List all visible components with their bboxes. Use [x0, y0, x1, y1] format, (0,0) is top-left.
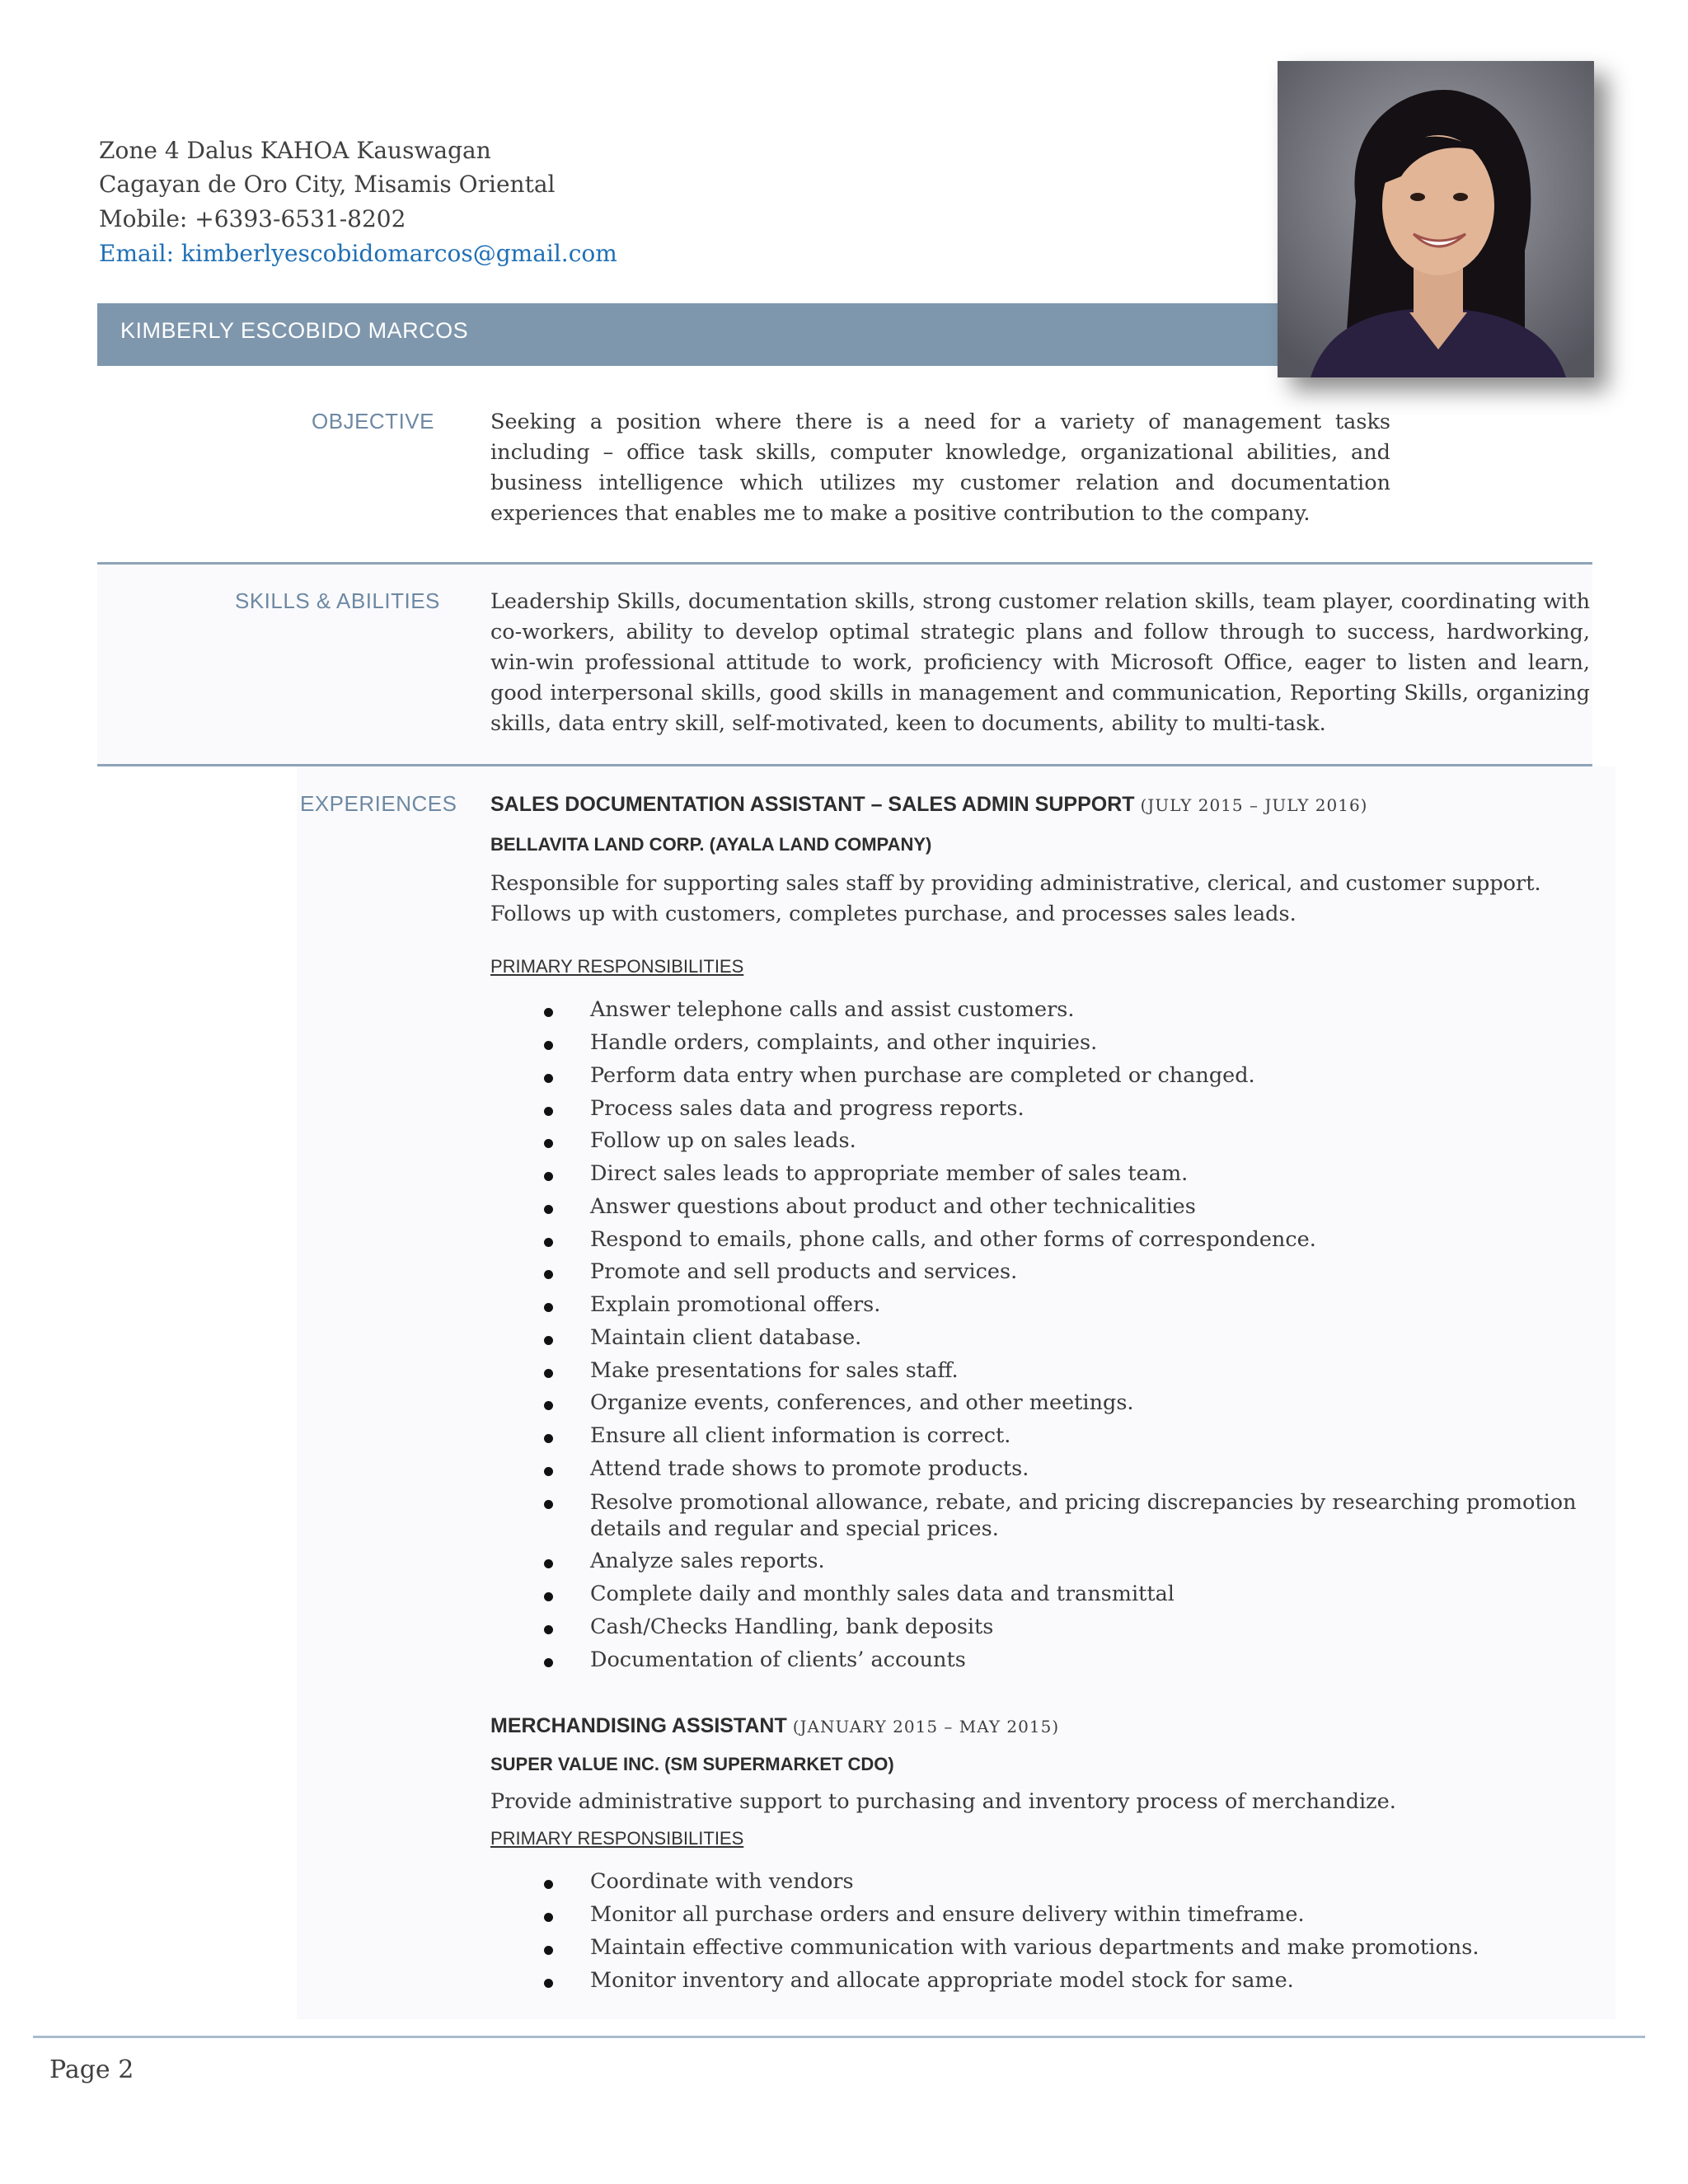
- bullet-icon: [544, 1074, 553, 1083]
- job-dates: (JANUARY 2015 – MAY 2015): [792, 1717, 1060, 1736]
- bullet-icon: [544, 1303, 553, 1312]
- experiences-heading: EXPERIENCES: [300, 791, 457, 816]
- list-item: Handle orders, complaints, and other inquiries.: [544, 1030, 1582, 1063]
- list-item: Follow up on sales leads.: [544, 1128, 1582, 1161]
- bullet-icon: [544, 1008, 553, 1017]
- mobile-number: Mobile: +6393-6531-8202: [99, 205, 406, 232]
- bullet-icon: [544, 1658, 553, 1667]
- bullet-icon: [544, 1172, 553, 1181]
- job-summary: Provide administrative support to purchasing and inventory process of merchandize.: [490, 1789, 1396, 1814]
- company-name: SUPER VALUE INC. (SM SUPERMARKET CDO): [490, 1754, 894, 1774]
- bullet-icon: [544, 1434, 553, 1443]
- bullet-icon: [544, 1625, 553, 1634]
- objective-text: Seeking a position where there is a need for a variety of management tasks including – office task skills, computer knowledge, organizational abilities, and business intelligence which utilizes my customer relation and documentation experiences that enables me to make a positive contribution to the company.: [490, 410, 1390, 526]
- bullet-icon: [544, 1139, 553, 1148]
- bullet-icon: [544, 1880, 553, 1889]
- skills-heading: SKILLS & ABILITIES: [235, 588, 440, 613]
- list-item: Promote and sell products and services.: [544, 1259, 1582, 1292]
- list-item: Ensure all client information is correct.: [544, 1423, 1582, 1456]
- responsibilities-heading: PRIMARY RESPONSIBILITIES: [490, 1828, 744, 1849]
- profile-photo: [1278, 61, 1594, 377]
- portrait-image: [1278, 61, 1594, 377]
- footer-divider: [33, 2036, 1645, 2038]
- list-item: Attend trade shows to promote products.: [544, 1456, 1582, 1489]
- email-link[interactable]: Email: kimberlyescobidomarcos@gmail.com: [99, 240, 617, 267]
- bullet-icon: [544, 1401, 553, 1410]
- job-title-text: MERCHANDISING ASSISTANT: [490, 1714, 787, 1737]
- list-item: Maintain client database.: [544, 1325, 1582, 1358]
- job-summary: Responsible for supporting sales staff by providing administrative, clerical, and customer support. Follows up with customers, completes purchase, and processes sales leads.: [490, 871, 1541, 926]
- bullet-icon: [544, 1270, 553, 1279]
- list-item: Direct sales leads to appropriate member of sales team.: [544, 1161, 1582, 1194]
- responsibilities-heading: PRIMARY RESPONSIBILITIES: [490, 956, 744, 977]
- list-item: Resolve promotional allowance, rebate, and pricing discrepancies by researching promotion details and regular and special prices.: [544, 1489, 1582, 1549]
- bullet-icon: [544, 1559, 553, 1568]
- list-item: Monitor all purchase orders and ensure delivery within timeframe.: [544, 1902, 1582, 1935]
- list-item: Maintain effective communication with various departments and make promotions.: [544, 1935, 1582, 1968]
- list-item: Make presentations for sales staff.: [544, 1358, 1582, 1390]
- company-name: BELLAVITA LAND CORP. (AYALA LAND COMPANY): [490, 834, 932, 855]
- job-dates: (JULY 2015 – JULY 2016): [1140, 795, 1368, 815]
- candidate-name: KIMBERLY ESCOBIDO MARCOS: [120, 318, 469, 343]
- list-item: Perform data entry when purchase are completed or changed.: [544, 1063, 1582, 1096]
- bullet-icon: [544, 1369, 553, 1378]
- bullet-icon: [544, 1500, 553, 1509]
- list-item: Answer telephone calls and assist customers.: [544, 997, 1582, 1030]
- page-number: Page 2: [49, 2055, 134, 2084]
- bullet-icon: [544, 1205, 553, 1214]
- bullet-icon: [544, 1979, 553, 1988]
- objective-heading: OBJECTIVE: [312, 409, 434, 434]
- bullet-icon: [544, 1467, 553, 1476]
- list-item: Cash/Checks Handling, bank deposits: [544, 1615, 1582, 1647]
- bullet-icon: [544, 1107, 553, 1116]
- list-item: Analyze sales reports.: [544, 1549, 1582, 1582]
- job-title: [490, 793, 1367, 817]
- bullet-icon: [544, 1946, 553, 1955]
- list-item: Organize events, conferences, and other meetings.: [544, 1390, 1582, 1423]
- bullet-icon: [544, 1336, 553, 1345]
- bullet-icon: [544, 1592, 553, 1601]
- job-title-text: SALES DOCUMENTATION ASSISTANT – SALES ADMIN SUPPORT: [490, 793, 1135, 816]
- list-item: Answer questions about product and other technicalities: [544, 1194, 1582, 1227]
- skills-text: Leadership Skills, documentation skills, strong customer relation skills, team player, coordinating with co-workers, ability to develop optimal strategic plans and follow through to success, hardworking, win-win professional attitude to work, proficiency with Microsoft Office, eager to listen and learn, good interpersonal skills, good skills in management and communication, Reporting Skills, organizing skills, data entry skill, self-motivated, keen to documents, ability to multi-task.: [490, 589, 1590, 736]
- list-item: Explain promotional offers.: [544, 1292, 1582, 1325]
- list-item: Coordinate with vendors: [544, 1869, 1582, 1902]
- bullet-icon: [544, 1041, 553, 1050]
- list-item: Complete daily and monthly sales data and transmittal: [544, 1582, 1582, 1615]
- bullet-icon: [544, 1913, 553, 1922]
- list-item: Documentation of clients’ accounts: [544, 1647, 1582, 1680]
- job-title: [490, 1714, 1059, 1738]
- address-line-1: Zone 4 Dalus KAHOA Kauswagan: [99, 137, 491, 164]
- bullet-icon: [544, 1238, 553, 1247]
- responsibilities-list: [544, 1869, 1582, 2001]
- address-line-2: Cagayan de Oro City, Misamis Oriental: [99, 171, 556, 198]
- responsibilities-list: [544, 997, 1582, 1680]
- list-item: Monitor inventory and allocate appropriate model stock for same.: [544, 1968, 1582, 2001]
- list-item: Process sales data and progress reports.: [544, 1096, 1582, 1128]
- list-item: Respond to emails, phone calls, and other forms of correspondence.: [544, 1227, 1582, 1259]
